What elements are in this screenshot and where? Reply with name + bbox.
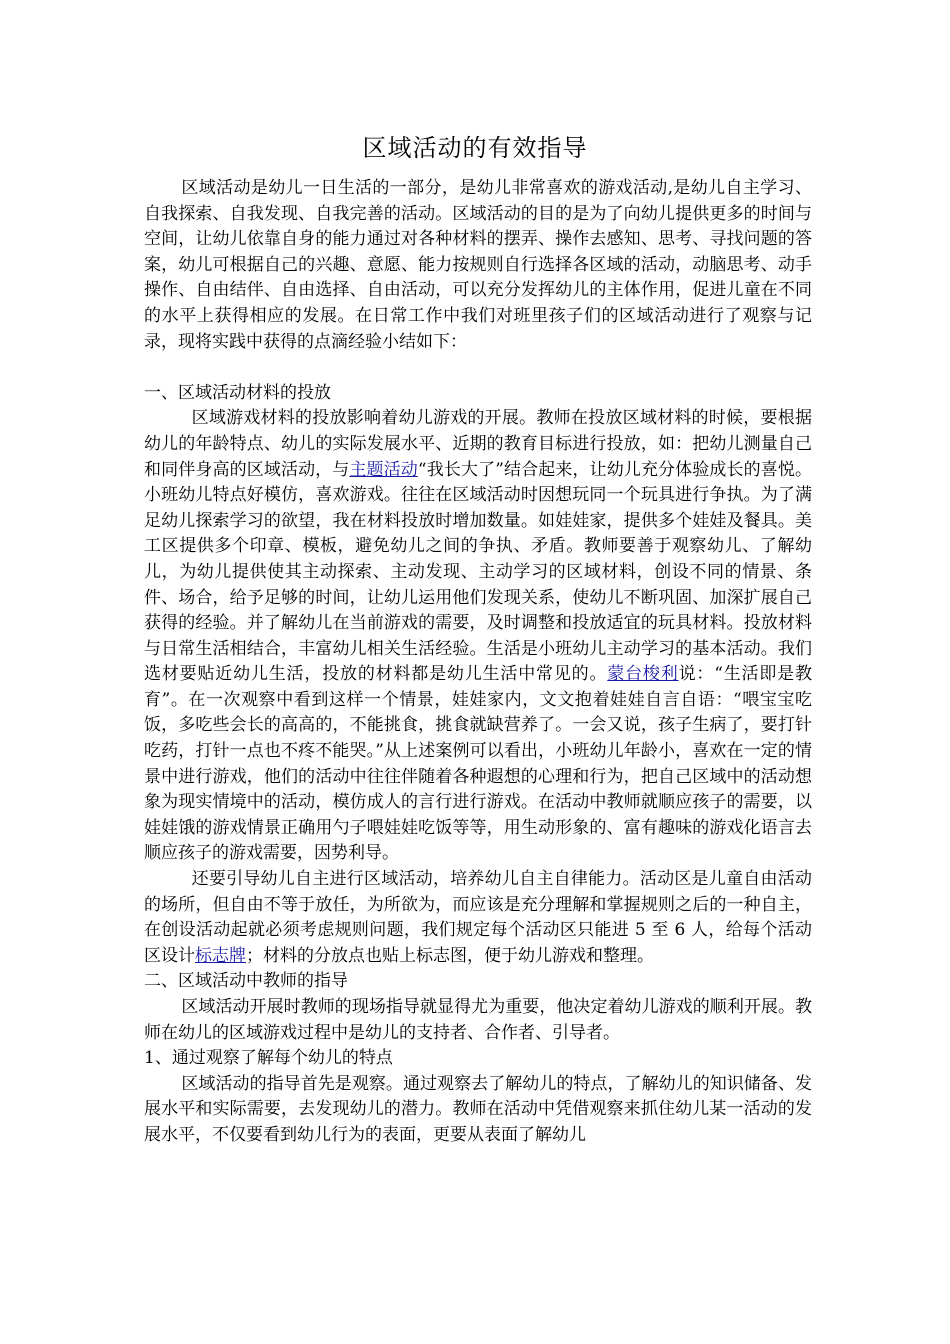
section1-p1-text-b: “我长大了”结合起来，让幼儿充分体验成长的喜悦。小班幼儿特点好模仿，喜欢游戏。往往在区域活动时因想玩同一个玩具进行争执。为了满足幼儿探索学习的欲望，我在材料投放时增加数量。如娃娃家，提供多个娃娃及餐具。美工区提供多个印章、模板，避免幼儿之间的争执、矛盾。教师要善于观察幼儿、了解幼儿，为幼儿提供使其主动探索、主动发现、主动学习的区域材料，创设不同的情景、条件、场合，给予足够的时间，让幼儿运用他们发现关系，使幼儿不断巩固、加深扩展自己获得的经验。并了解幼儿在当前游戏的需要，及时调整和投放适宜的玩具材料。投放材料与日常生活相结合，丰富幼儿相关生活经验。生活是小班幼儿主动学习的基本活动。我们选材要贴近幼儿生活，投放的材料都是幼儿生活中常见的。 [144,459,813,685]
sign-board-link[interactable]: 标志牌 [195,945,246,966]
section1-p1-text-a: 区域游戏材料的投放影响着幼儿游戏的开展。教师在投放区域材料的时候，要根据幼儿的年龄特点、幼儿的实际发展水平、近期的教育目标进行投放，如：把幼儿测量自己和同伴身高的区域活动，与 [144,408,812,480]
section1-paragraph-1 [144,406,812,867]
section1-p2-text-b: ；材料的分放点也贴上标志图，便于幼儿游戏和整理。 [246,945,654,966]
section1-heading: 一、区域活动材料的投放 [144,382,331,403]
section2-subheading-1: 1、通过观察了解每个幼儿的特点 [144,1048,393,1069]
section1-p2-text-a: 还要引导幼儿自主进行区域活动，培养幼儿自主自律能力。活动区是儿童自由活动的场所，但自由不等于放任，为所欲为，而应该是充分理解和掌握规则之后的一种自主，在创设活动起就必须考虑规则问题，我们规定每个活动区只能进 5 至 6 人，给每个活动区设计 [144,869,812,966]
section2-paragraph-1: 区域活动开展时教师的现场指导就显得尤为重要，他决定着幼儿游戏的顺利开展。教师在幼儿的区域游戏过程中是幼儿的支持者、合作者、引导者。 [144,997,812,1043]
document-body [144,176,812,1149]
document-title: 区域活动的有效指导 [362,134,588,162]
montessori-link[interactable]: 蒙台梭利 [607,664,679,685]
theme-activity-link[interactable]: 主题活动 [349,459,418,480]
paragraph-gap [144,355,812,381]
intro-paragraph: 区域活动是幼儿一日生活的一部分，是幼儿非常喜欢的游戏活动,是幼儿自主学习、自我探索、自我发现、自我完善的活动。区域活动的目的是为了向幼儿提供更多的时间与空间，让幼儿依靠自身的能力通过对各种材料的摆弄、操作去感知、思考、寻找问题的答案，幼儿可根据自己的兴趣、意愿、能力按规则自行选择各区域的活动，动脑思考、动手操作、自由结伴、自由选择、自由活动，可以充分发挥幼儿的主体作用，促进儿童在不同的水平上获得相应的发展。在日常工作中我们对班里孩子们的区域活动进行了观察与记录，现将实践中获得的点滴经验小结如下： [144,178,812,352]
section2-heading: 二、区域活动中教师的指导 [144,971,348,992]
section1-paragraph-2 [144,867,812,969]
section1-p1-text-c: 说：“生活即是教育”。在一次观察中看到这样一个情景，娃娃家内，文文抱着娃娃自言自语：“喂宝宝吃饭，多吃些会长的高高的，不能挑食，挑食就缺营养了。一会又说，孩子生病了，要打针吃药，打针一点也不疼不能哭。”从上述案例可以看出，小班幼儿年龄小，喜欢在一定的情景中进行游戏，他们的活动中往往伴随着各种遐想的心理和行为，把自己区域中的活动想象为现实情境中的活动，模仿成人的言行进行游戏。在活动中教师就顺应孩子的需要，以娃娃饿的游戏情景正确用勺子喂娃娃吃饭等等，用生动形象的、富有趣味的游戏化语言去顺应孩子的游戏需要，因势利导。 [144,664,813,864]
section2-sub1-paragraph: 区域活动的指导首先是观察。通过观察去了解幼儿的特点，了解幼儿的知识储备、发展水平和实际需要，去发现幼儿的潜力。教师在活动中凭借观察来抓住幼儿某一活动的发展水平，不仅要看到幼儿行为的表面，更要从表面了解幼儿 [144,1073,812,1145]
